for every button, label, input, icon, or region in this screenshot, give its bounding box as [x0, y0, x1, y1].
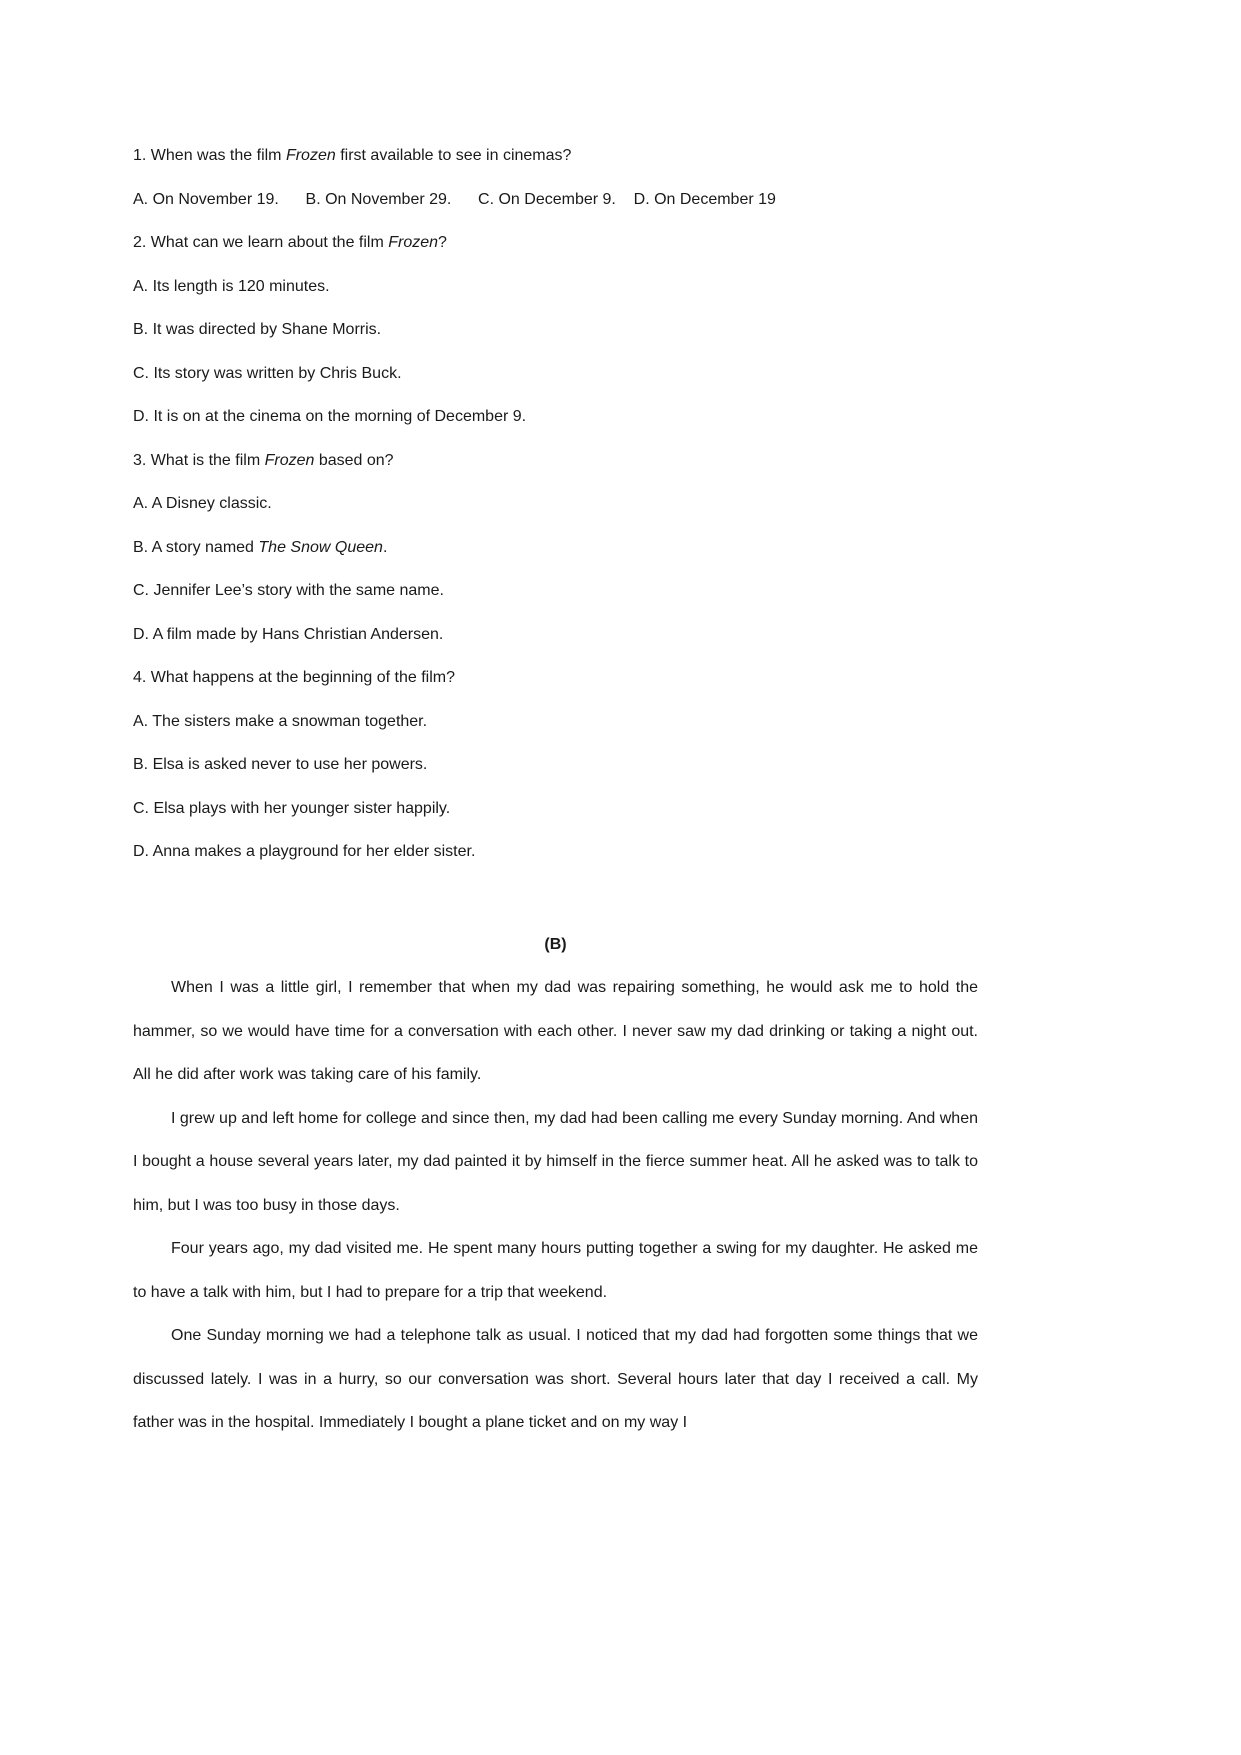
text-segment: A. On November 19. B. On November 29. C. On December 9. D. On December 19	[133, 190, 776, 208]
question-4-option-c	[133, 787, 978, 831]
section-b-heading: (B)	[544, 935, 567, 953]
text-segment: .	[382, 538, 388, 556]
question-4	[133, 656, 978, 700]
passage-paragraph: When I was a little girl, I remember that when my dad was repairing something, he would ask me to hold the hammer, so we would have time for a conversation with each other. I never saw my dad drinking or taking a night out. All he did after work was taking care of his family.	[133, 979, 978, 1083]
question-4-option-d	[133, 830, 978, 874]
question-3	[133, 439, 978, 483]
text-segment: D. Anna makes a playground for her elder sister.	[133, 843, 476, 860]
question-2-option-c	[133, 352, 978, 396]
text-segment: D. A film made by Hans Christian Andersen.	[133, 625, 444, 643]
text-segment: C. Jennifer Lee’s story with the same name.	[133, 582, 444, 599]
text-segment: B. A story named	[133, 538, 259, 556]
text-segment: B. It was directed by Shane Morris.	[133, 321, 382, 338]
question-1	[133, 134, 978, 178]
text-segment: A. The sisters make a snowman together.	[133, 712, 428, 730]
italic-text: The Snow Queen	[258, 538, 383, 556]
italic-text: Frozen	[388, 234, 439, 251]
questions-list	[133, 134, 978, 874]
question-3-option-c	[133, 569, 978, 613]
text-segment: 1. When was the film	[133, 147, 286, 164]
text-segment: 2. What can we learn about the film	[133, 234, 389, 251]
question-2-option-a	[133, 265, 978, 309]
text-segment: C. Elsa plays with her younger sister happily.	[133, 799, 451, 817]
question-3-option-b	[133, 526, 978, 570]
italic-text: Frozen	[285, 147, 336, 164]
question-4-option-a	[133, 700, 978, 744]
text-segment: 3. What is the film	[133, 451, 265, 469]
italic-text: Frozen	[264, 451, 315, 469]
passage	[133, 966, 978, 1445]
question-2	[133, 221, 978, 265]
passage-paragraph: Four years ago, my dad visited me. He spent many hours putting together a swing for my daughter. He asked me to have a talk with him, but I had to prepare for a trip that weekend.	[133, 1240, 978, 1301]
question-2-option-b	[133, 308, 978, 352]
text-segment: ?	[438, 234, 447, 251]
text-segment: D. It is on at the cinema on the morning of December 9.	[133, 408, 527, 425]
text-segment: 4. What happens at the beginning of the film?	[133, 669, 455, 686]
question-2-option-d	[133, 395, 978, 439]
passage-paragraph: I grew up and left home for college and since then, my dad had been calling me every Sunday morning. And when I bought a house several years later, my dad painted it by himself in the fierce summer heat. All he asked was to talk to him, but I was too busy in those days.	[133, 1109, 978, 1214]
question-3-option-d	[133, 613, 978, 657]
page-content	[133, 134, 978, 1445]
text-segment: C. Its story was written by Chris Buck.	[133, 364, 402, 382]
text-segment: B. Elsa is asked never to use her powers.	[133, 756, 428, 773]
text-segment: first available to see in cinemas?	[335, 147, 572, 164]
text-segment: based on?	[314, 451, 394, 469]
question-4-option-b	[133, 743, 978, 787]
passage-paragraph: One Sunday morning we had a telephone talk as usual. I noticed that my dad had forgotten some things that we discussed lately. I was in a hurry, so our conversation was short. Several hours later that day I received a call. My father was in the hospital. Immediately I bought a plane ticket and on my way I	[133, 1327, 978, 1431]
question-1-options	[133, 178, 978, 222]
text-segment: A. Its length is 120 minutes.	[133, 277, 330, 295]
text-segment: A. A Disney classic.	[133, 495, 272, 512]
question-3-option-a	[133, 482, 978, 526]
